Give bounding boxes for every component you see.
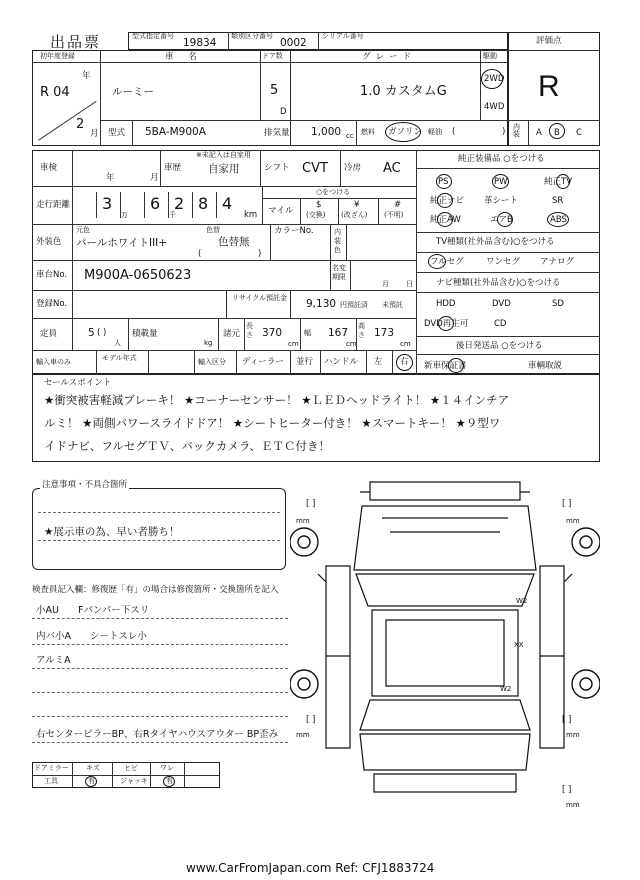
category-value: 0002: [280, 37, 307, 49]
damage-mark-xx-pillar: XX: [514, 641, 524, 649]
notes-label: 注意事項・不具合箇所: [42, 480, 128, 490]
doors-label: ドア数: [262, 52, 283, 60]
bracket-fl: [ ]: [306, 499, 316, 509]
sales-label: セールスポイント: [44, 378, 112, 388]
inspector-line-6: 右センターピラーBP、右Rタイヤハウスアウター BP歪み: [36, 729, 279, 740]
interior-a: A: [536, 128, 542, 138]
inspector-line-2: 内バ小A シートスレ小: [36, 631, 147, 642]
color-paren-close: ): [258, 249, 262, 259]
tools-have: 有: [88, 777, 95, 785]
bracket-spare: [ ]: [562, 785, 572, 795]
bracket-rr: [ ]: [562, 715, 572, 725]
bracket-rl: [ ]: [306, 715, 316, 725]
tools-label: 工具: [44, 777, 58, 785]
model-year-label: モデル年式: [102, 354, 137, 362]
load-label: 積載量: [132, 329, 158, 339]
nav-cd: CD: [494, 319, 507, 329]
nav-dvd-play: DVD再生可: [424, 319, 469, 329]
recycle-value: 9,130: [306, 298, 337, 310]
tv-oneseg: ワンセグ: [486, 257, 521, 267]
import-label: 輸入車のみ: [36, 358, 71, 366]
fuel-circle: [385, 122, 421, 142]
rating-label: 評価点: [536, 36, 562, 46]
mileage-circle-note: ○をつける: [316, 188, 351, 196]
mm-fl: mm: [296, 517, 310, 525]
jack-have-circle: [163, 776, 175, 787]
interior-b-circle: [549, 123, 565, 139]
mile-label: マイル: [268, 206, 294, 216]
width-label: 幅: [304, 329, 311, 337]
damage-mark-w2-door: W2: [516, 597, 528, 605]
equip-ps-circle: [436, 174, 452, 189]
equip-abs: ABS: [550, 215, 567, 225]
length-cm: cm: [288, 340, 299, 348]
jack-have: 有: [166, 777, 173, 785]
interior-color-label: 内装色: [334, 228, 341, 254]
displacement-label: 排気量: [264, 128, 290, 138]
color-change-label: 色替: [206, 226, 220, 234]
tools-header-break: ワレ: [160, 764, 174, 772]
orig-color-label: 元色: [76, 226, 90, 234]
equip-airbag: エアB: [490, 215, 513, 225]
capacity-label: 定員: [40, 329, 58, 339]
sales-line-3: イドナビ、フルセグＴＶ、バックカメラ、ＥＴＣ付き！: [44, 439, 331, 453]
tv-analog: アナログ: [540, 257, 575, 267]
cc-unit: cc: [346, 132, 354, 140]
bracket-fr: [ ]: [562, 499, 572, 509]
month-unit: 月: [90, 129, 99, 139]
nav-title: ナビ種類(社外品含む)○をつける: [436, 278, 561, 288]
nav-dvd: DVD: [492, 299, 511, 309]
shift-label: シフト: [264, 163, 290, 173]
equip-tv-circle: [556, 174, 570, 189]
equipment-title: 純正装備品 ○をつける: [458, 154, 545, 164]
grade-value: 1.0 カスタムG: [360, 84, 447, 99]
equip-tv: 純正TV: [544, 177, 573, 187]
tv-fullseg-circle: [428, 254, 446, 269]
import-type-label: 輸入区分: [198, 358, 226, 366]
dims-label: 諸元: [223, 329, 241, 339]
light-oil-label: 軽油: [428, 128, 442, 136]
drive-4wd: 4WD: [484, 102, 505, 112]
height-value: 173: [374, 327, 395, 339]
length-label: 長さ: [246, 322, 253, 339]
interior-c: C: [576, 128, 582, 138]
rating-value: R: [538, 70, 560, 103]
year-unit: 年: [82, 71, 91, 81]
mm-rr: mm: [566, 731, 580, 739]
car-name-label: 車 名: [165, 52, 203, 62]
car-name-value: ルーミー: [112, 86, 154, 98]
notes-text: ★展示車の為、早い者勝ち！: [44, 526, 180, 538]
category-label: 類別区分番号: [231, 32, 273, 40]
inspector-line-3: アルミA: [36, 655, 71, 666]
color-label: 外装色: [36, 237, 62, 247]
height-label: 高さ: [358, 322, 365, 339]
hash-sub: (不明): [384, 211, 404, 219]
equip-leather: 革シート: [484, 196, 519, 206]
sales-line-1: ★衝突被害軽減ブレーキ！ ★コーナーセンサー！ ★ＬＥＤヘッドライト！ ★１４インチア: [44, 393, 510, 407]
doors-value: 5: [270, 83, 279, 98]
hash-label: #: [394, 200, 402, 210]
equip-aw: 純正AW: [430, 215, 461, 225]
width-value: 167: [328, 327, 349, 339]
orig-color-value: パールホワイトIII+: [76, 237, 168, 249]
handle-right-circle: [396, 354, 413, 371]
mm-rl: mm: [296, 731, 310, 739]
rename-month: 月: [382, 280, 389, 288]
docs-title: 後日発送品 ○をつける: [456, 341, 543, 351]
docs-warranty: 新車保証書: [424, 361, 467, 371]
type-no-value: 19834: [183, 37, 217, 49]
history-note: ※未記入は自家用: [196, 151, 251, 159]
ac-label: 冷房: [344, 163, 362, 173]
man-unit: 万: [121, 211, 128, 219]
fuel-paren-close: ): [502, 127, 506, 137]
tools-header-scratch: キズ: [86, 764, 100, 772]
type-no-label: 型式指定番号: [132, 32, 174, 40]
shaken-label: 車検: [40, 163, 58, 173]
equip-aw-circle: [437, 212, 453, 227]
equip-abs-circle: [547, 212, 569, 227]
interior-label: 内装: [513, 123, 520, 138]
fuel-value: ガソリン: [388, 127, 423, 137]
mileage-digit-1: 3: [102, 194, 113, 213]
docs-warranty-circle: [448, 358, 464, 373]
mileage-label: 走行距離: [36, 200, 71, 210]
handle-right: 右: [400, 357, 409, 367]
capacity-paren: ( ): [97, 328, 107, 338]
chassis-label: 車台No.: [36, 270, 68, 280]
sales-line-2: ルミ！ ★両側パワースライドドア！ ★シートヒーター付き！ ★スマートキー！ ★９型ワ: [44, 416, 501, 430]
door-type: D: [280, 107, 287, 117]
kg-unit: kg: [204, 339, 213, 347]
interior-b: B: [554, 128, 560, 138]
person-unit: 人: [114, 339, 121, 347]
mileage-digit-2: 6: [150, 194, 161, 213]
equip-airbag-circle: [497, 212, 513, 227]
equip-sr: SR: [552, 196, 564, 206]
nav-dvd-play-circle: [438, 316, 454, 331]
serial-label: シリアル番号: [322, 32, 364, 40]
footer-watermark: www.CarFromJapan.com Ref: CFJ1883724: [186, 861, 435, 875]
nav-sd: SD: [552, 299, 564, 309]
mm-spare: mm: [566, 801, 580, 809]
nav-hdd: HDD: [436, 299, 456, 309]
yen-sub: (改ざん): [341, 211, 368, 219]
capacity-value: 5: [88, 327, 95, 339]
tools-header-crack: ヒビ: [124, 764, 138, 772]
reg-label: 登録No.: [36, 299, 68, 309]
equip-navi-circle: [437, 193, 453, 208]
equip-navi: 純正ナビ: [430, 196, 465, 206]
color-change-value: 色替無: [218, 236, 250, 248]
first-reg-month: 2: [76, 117, 85, 132]
colorno-label: カラーNo.: [274, 226, 314, 236]
length-value: 370: [262, 327, 283, 339]
shaken-year-unit: 年: [106, 173, 115, 183]
drive-2wd: 2WD: [484, 74, 505, 84]
history-value: 自家用: [208, 163, 240, 175]
sheet-title: 出品票: [50, 33, 102, 51]
yen-label: ¥: [354, 200, 360, 210]
dealer-option: ディーラー: [242, 357, 284, 367]
handle-left: 左: [374, 357, 383, 367]
tools-header-mirror: ドアミラー: [34, 764, 69, 772]
mileage-digit-5: 4: [222, 194, 233, 213]
recycle-status: 円預託済: [340, 301, 368, 309]
dollar-label: $: [316, 200, 322, 210]
km-unit: km: [244, 210, 258, 220]
equip-pw: PW: [494, 177, 508, 187]
tools-have-circle: [85, 776, 97, 787]
first-reg-label: 初年度登録: [40, 52, 75, 60]
equip-pw-circle: [492, 174, 509, 189]
ac-value: AC: [383, 161, 401, 176]
dollar-sub: (交換): [306, 211, 326, 219]
displacement-value: 1,000: [311, 126, 342, 138]
mm-fr: mm: [566, 517, 580, 525]
history-label: 車歴: [164, 163, 182, 173]
grade-label: グレード: [362, 52, 417, 62]
mileage-digit-3: 2: [174, 194, 185, 213]
shaken-month-unit: 月: [150, 173, 159, 183]
equip-ps: PS: [438, 177, 449, 187]
docs-manual: 車輌取説: [528, 361, 563, 371]
model-label: 型式: [108, 128, 126, 138]
shift-value: CVT: [302, 161, 328, 176]
width-cm: cm: [346, 340, 357, 348]
handle-label: ハンドル: [324, 357, 359, 367]
drive-label: 駆動: [483, 52, 497, 60]
parallel-option: 並行: [296, 357, 314, 367]
tv-fullseg: フルセグ: [430, 257, 464, 267]
inspector-label: 検査員記入欄：修復歴「有」の場合は修復箇所・交換箇所を記入: [32, 585, 279, 595]
sen-unit: 千: [169, 211, 176, 219]
drive-2wd-circle: [481, 69, 503, 89]
model-value: 5BA-M900A: [145, 126, 206, 138]
fuel-label: 燃料: [361, 128, 375, 136]
tv-title: TV種類(社外品含む)○をつける: [436, 237, 555, 247]
jack-label: ジャッキ: [120, 777, 148, 785]
rename-label: 名変期限: [332, 264, 346, 281]
inspector-line-1: 小AU Fバンパー下スリ: [36, 605, 150, 616]
recycle-label: リサイクル預託金: [232, 294, 288, 302]
chassis-value: M900A-0650623: [84, 268, 192, 283]
rename-day: 日: [406, 280, 413, 288]
car-damage-diagram: [290, 470, 600, 810]
color-paren-open: (: [198, 249, 202, 259]
not-deposited: 未預託: [382, 301, 403, 309]
first-reg-year: R 04: [40, 85, 70, 100]
fuel-paren-open: (: [452, 127, 456, 137]
height-cm: cm: [400, 340, 411, 348]
mileage-digit-4: 8: [198, 194, 209, 213]
damage-mark-w2-rear: W2: [500, 685, 512, 693]
